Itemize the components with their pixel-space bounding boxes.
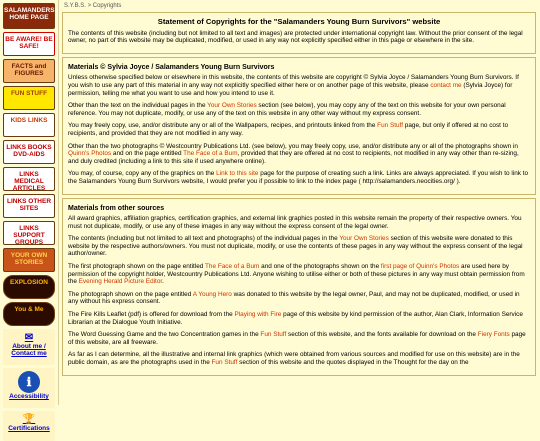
nav-certifications-link[interactable] (3, 411, 55, 441)
materials-sylvia-box (62, 57, 536, 195)
nav-about-label: About me / Contact me (11, 343, 47, 357)
breadcrumb-current: Copyrights (92, 3, 122, 9)
other-sources-heading: Materials from other sources (68, 204, 165, 212)
copyright-statement-box (62, 12, 536, 54)
other-paragraph-2: The contents (including but not limited to all text and photographs) of the individual pages in the Your Own Stories section of this website were donated to this website by the respective authors/owners. You must not duplicate, modify, or use the contents of these pages in any way without the express consent of the legal author/owner. (68, 235, 523, 258)
materials-paragraph-1: Unless otherwise specified below or elsewhere in this website, the contents of this website are copyright © Sylvia Joyce / Salamanders Young Burn Survivors. If you wish to use any part of this material in any way not explicitly specified either here or on another page of this website, please contact me (Sylvia Joyce) for permission, telling me what you want to use and how you intend to use it. (68, 74, 519, 97)
other-paragraph-3: The first photograph shown on the page entitled The Face of a Bum and one of the photographs shown on the first page of Quinn's Photos are used here by permission of the copyright holder, Westcountry Publications Ltd. Anyone wishing to utilise either or both of these pictures in any way must obtain permission from the Evening Herald Picture Editor. (68, 263, 525, 286)
nav-links-medical-button[interactable]: LINKS MEDICAL ARTICLES (3, 167, 55, 191)
materials-paragraph-4: Other than the two photographs © Westcountry Publications Ltd. (see below), you may freely copy, use, and/or distribute any or all of the photographs shown in Quinn's Photos and on the page entitled The Face of a Bum, provided that they are offered at no cost to recipients, not modified in any way other than re-sizing, and duly credited (including a link to this site if used anywhere online). (68, 142, 519, 165)
other-paragraph-1: All award graphics, affiliation graphics, certification graphics, and external link graphics posted in this website remain the property of their respective owners. You must not duplicate, modify, or use any of these images in any way without the express consent of the legal owner. (68, 215, 522, 230)
sidebar-nav (0, 0, 59, 432)
nav-fun-stuff-button[interactable]: FUN STUFF (3, 86, 55, 110)
materials-paragraph-2: Other than the text on the individual pages in the Your Own Stories section (see below), you may copy any of the text on this website for your own personal reference. You may not duplicate, modify, or use any of the text on this website in any other way without my express consent. (68, 102, 506, 117)
nav-links-books-button[interactable]: LINKS BOOKS DVD-AIDS (3, 140, 55, 164)
fun-stuff-link[interactable]: Fun Stuff (377, 122, 403, 130)
nav-kids-links-button[interactable]: KIDS LINKS (3, 113, 55, 137)
nav-be-aware-button[interactable]: BE AWARE! BE SAFE! (3, 32, 55, 56)
nav-accessibility-label: Accessibility (9, 393, 49, 400)
evening-herald-link[interactable]: Evening Herald Picture Editor (78, 278, 163, 286)
materials-heading: Materials © Sylvia Joyce / Salamanders Young Burn Survivors (68, 63, 275, 71)
breadcrumb-root-link[interactable]: S.Y.B.S. (64, 3, 86, 9)
materials-paragraph-5: You may, of course, copy any of the graphics on the Link to this site page for the purpose of creating such a link. Links are always appreciated. If you wish to link to the Salamanders Young Burn Survivors website, I would prefer you if possible to link to the index page ( http://salamanders.neocities.org/ ). (68, 170, 529, 185)
nav-links-other-button[interactable]: LINKS OTHER SITES (3, 194, 55, 218)
face-of-a-burn-link-2[interactable]: The Face of a Bum (205, 263, 260, 271)
envelope-icon: ✉ (24, 332, 34, 343)
your-own-stories-link[interactable]: Your Own Stories (207, 102, 257, 110)
nav-links-support-button[interactable]: LINKS SUPPORT GROUPS (3, 221, 55, 245)
other-paragraph-5: The Fire Kills Leaflet (pdf) is offered for download from the Playing with Fire page of this website by kind permission of the author, Alan Clark, Information Service Librarian at the Dialogue Youth Initiative. (68, 311, 523, 326)
main-content (62, 0, 536, 405)
other-paragraph-6: The Word Guessing Game and the two Concentration games in the Fun Stuff section of this website, and the fonts available for download on the Fiery Fonts page of this website, are all freeware. (68, 331, 526, 346)
fun-stuff-link-3[interactable]: Fun Stuff (211, 359, 238, 366)
face-of-a-burn-link[interactable]: The Face of a Bum (183, 150, 238, 158)
nav-your-stories-button[interactable]: YOUR OWN STORIES (3, 248, 55, 272)
certificate-icon: 🏆 (22, 414, 36, 425)
nav-explosion-button[interactable]: EXPLOSION (3, 275, 55, 299)
materials-paragraph-3: You may freely copy, use, and/or distribute any or all of the Wallpapers, recipes, and printouts linked from the Fun Stuff page, but only if offered at no cost to recipients, and provided that they are not modified in any way. (68, 122, 509, 137)
nav-certifications-label: Certifications (8, 425, 50, 432)
nav-about-me-link[interactable] (3, 329, 55, 365)
contact-me-link[interactable]: contact me (430, 81, 462, 89)
quinns-photos-first-page-link[interactable]: first page of Quinn's Photos (380, 263, 460, 271)
fiery-fonts-link[interactable]: Fiery Fonts (477, 331, 510, 339)
nav-facts-button[interactable]: FACTS and FIGURES (3, 59, 55, 83)
nav-you-and-me-button[interactable]: You & Me (3, 302, 55, 326)
fun-stuff-link-2[interactable]: Fun Stuff (260, 331, 287, 339)
copyright-intro-text: The contents of this website (including but not limited to all text and images) are protected under international copyright law. Without the prior consent of the legal owner, no part of this website may be duplicated, modified, or used in any way not explicitly specified either in this page or elsewhere in the site. (68, 29, 523, 45)
breadcrumb (62, 0, 536, 12)
nav-accessibility-link[interactable] (3, 368, 55, 408)
link-to-this-site-link[interactable]: Link to this site (216, 170, 259, 178)
materials-other-sources-box (62, 198, 536, 376)
playing-with-fire-link[interactable]: Playing with Fire (234, 311, 282, 319)
young-hero-link[interactable]: A Young Hero (192, 290, 232, 298)
your-own-stories-link-2[interactable]: Your Own Stories (339, 235, 389, 243)
quinns-photos-link[interactable]: Quinn's Photos (68, 150, 112, 158)
nav-home-button[interactable]: SALAMANDERS HOME PAGE (3, 3, 55, 29)
page-title: Statement of Copyrights for the "Salamanders Young Burn Survivors" website (157, 17, 441, 26)
other-paragraph-7: As far as I can determine, all the illustrative and internal link graphics (which were obtained from various sources and modified for use on this website) are in the public domain, as are the photographs used in the Fun Stuff section of this website and the quotes displayed in the Thought for the day on the (68, 351, 520, 366)
accessibility-icon: ℹ (18, 371, 40, 393)
breadcrumb-separator: > (85, 3, 93, 9)
other-paragraph-4: The photograph shown on the page entitled A Young Hero was donated to this website by the legal owner, Paul, and may not be duplicated, modified, or used in any without his express consent. (68, 290, 520, 306)
